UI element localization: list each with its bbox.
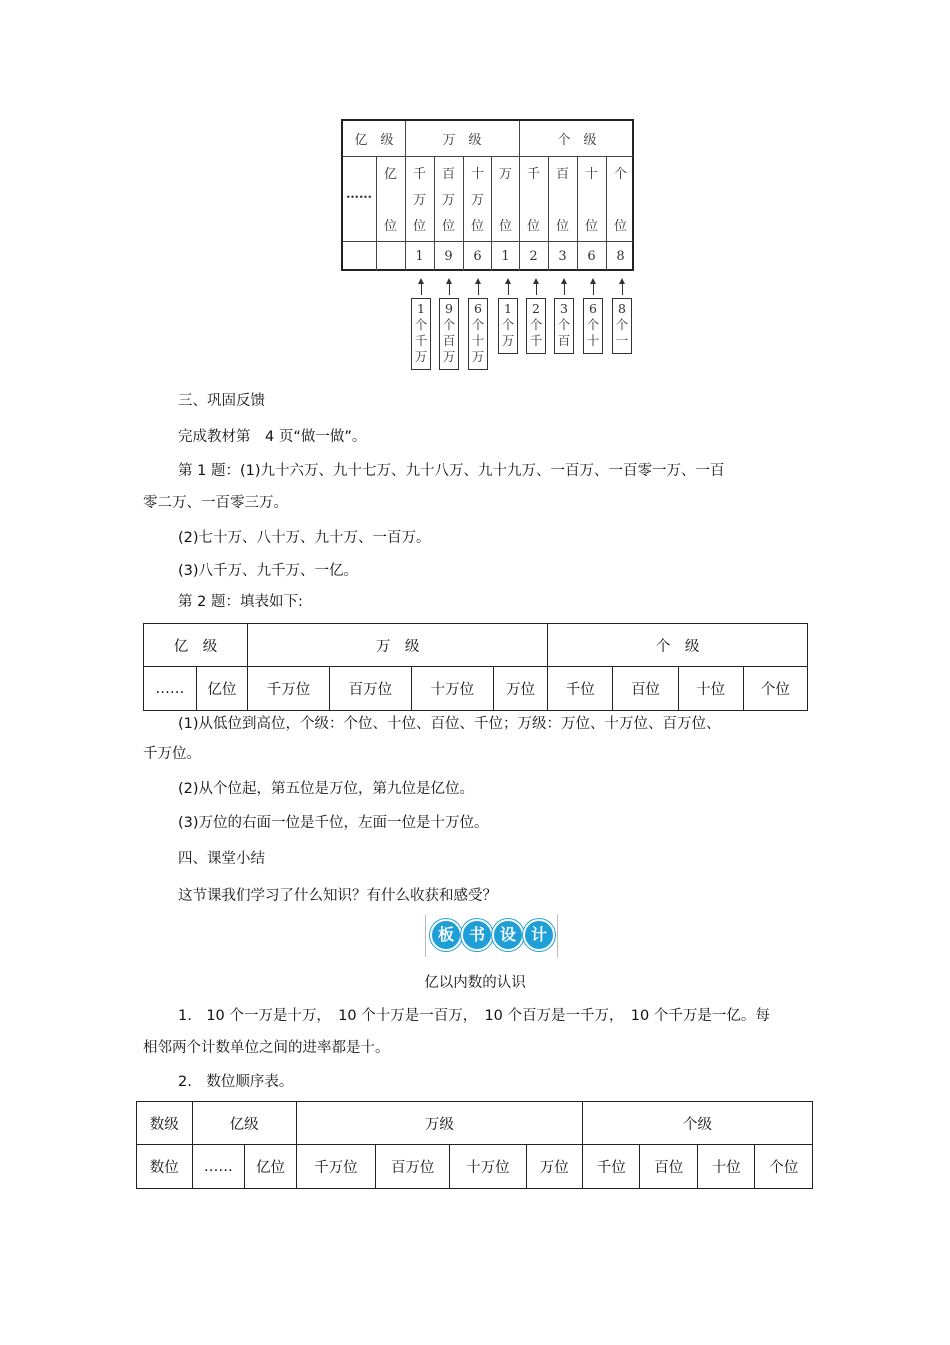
up-arrow-icon [508,283,509,295]
t2-cell: 千位 [583,1145,640,1189]
count-box-char: 万 [471,349,485,364]
figure-place-char: 万 [498,167,512,182]
count-box-char: 个 [414,317,428,332]
board-point1-line2: 相邻两个计数单位之间的进率都是十。 [143,1040,390,1056]
t2-cell: 个位 [755,1145,813,1189]
badge-char: 计 [523,919,555,951]
figure-digit: 9 [444,249,453,264]
table-place-order [136,1101,813,1189]
t2-head-wan: 万级 [296,1102,582,1145]
t1-cell: 千位 [548,667,613,711]
badge-char: 板 [430,919,462,951]
board-title: 亿以内数的认识 [424,975,526,991]
a1-line2: 千万位。 [143,746,201,762]
t1-head-yi: 亿 级 [144,624,248,667]
textbook-line: 完成教材第 4 页“做一做”。 [178,429,367,445]
figure-digit: 6 [473,249,482,264]
figure-digit: 3 [558,249,567,264]
count-box-char: 个 [442,317,456,332]
t1-cell: 百万位 [329,667,411,711]
up-arrow-icon [622,283,623,295]
up-arrow-icon [536,283,537,295]
figure-place-char: 万 [470,193,484,208]
figure-place-char: 位 [613,219,627,234]
t2-cell: …… [192,1145,245,1189]
q1-line1: 第 1 题：(1)九十六万、九十七万、九十八万、九十九万、一百万、一百零一万、一百 [178,463,725,479]
t2-head-ge: 个级 [583,1102,813,1145]
figure-digit: 8 [616,249,625,264]
figure-dots: …… [346,187,372,202]
count-box-char: 个 [501,317,515,332]
count-box-char: 个 [529,317,543,332]
count-box-char: 千 [529,333,543,348]
figure-place-char: 位 [383,219,397,234]
figure-digit: 1 [501,249,510,264]
t2-cell: 百万位 [375,1145,449,1189]
t1-cell: 十位 [678,667,743,711]
count-box-char: 十 [586,333,600,348]
figure-count-box [498,298,518,354]
badge-char: 设 [492,919,524,951]
figure-digit: 1 [415,249,424,264]
t1-head-wan: 万 级 [248,624,548,667]
t2-cell: 亿位 [245,1145,297,1189]
up-arrow-icon [564,283,565,295]
figure-place-char: 百 [555,167,569,182]
figure-place-char: 亿 [383,167,397,182]
t2-cell: 千万位 [296,1145,375,1189]
figure-header-wan: 万 级 [442,133,482,148]
figure-place-char: 位 [584,219,598,234]
count-box-char: 6 [474,301,482,316]
t2-label-shuji: 数级 [137,1102,193,1145]
q1-line2: 零二万、一百零三万。 [143,495,288,511]
a1-line1: (1)从低位到高位，个级：个位、十位、百位、千位；万级：万位、十万位、百万位、 [178,716,721,732]
count-box-char: 个 [557,317,571,332]
figure-place-char: 万 [412,193,426,208]
figure-place-char: 位 [526,219,540,234]
figure-place-char: 位 [498,219,512,234]
section-4-heading: 四、课堂小结 [178,851,265,867]
t1-head-ge: 个 级 [548,624,808,667]
t1-cell: 亿位 [196,667,247,711]
t1-cell: …… [144,667,197,711]
count-box-char: 百 [557,333,571,348]
t2-cell: 十万位 [450,1145,526,1189]
count-box-char: 一 [615,333,629,348]
count-box-char: 8 [618,301,626,316]
count-box-char: 百 [442,333,456,348]
t1-cell: 万位 [493,667,547,711]
t1-cell: 个位 [743,667,807,711]
figure-place-char: 十 [470,167,484,182]
summary-question: 这节课我们学习了什么知识？有什么收获和感受？ [178,888,497,904]
up-arrow-icon [421,283,422,295]
figure-count-box [526,298,546,354]
count-box-char: 个 [586,317,600,332]
figure-count-box [554,298,574,354]
figure-place-char: 百 [441,167,455,182]
figure-place-char: 十 [584,167,598,182]
a2-line: (2)从个位起，第五位是万位，第九位是亿位。 [178,781,475,797]
up-arrow-icon [478,283,479,295]
t1-cell: 百位 [613,667,678,711]
board-point2: 2. 数位顺序表。 [178,1074,294,1090]
count-box-char: 万 [501,333,515,348]
q1-part2: (2)七十万、八十万、九十万、一百万。 [178,530,431,546]
t2-cell: 百位 [640,1145,697,1189]
count-box-char: 2 [532,301,540,316]
up-arrow-icon [593,283,594,295]
board-design-badge [425,915,556,957]
figure-place-char: 千 [412,167,426,182]
figure-count-box [612,298,632,354]
count-box-char: 个 [471,317,485,332]
table-place-values-1 [143,623,808,711]
figure-place-char: 千 [526,167,540,182]
count-box-char: 1 [504,301,512,316]
count-box-char: 6 [589,301,597,316]
count-box-char: 个 [615,317,629,332]
t2-head-yi: 亿级 [192,1102,296,1145]
figure-place-char: 万 [441,193,455,208]
count-box-char: 万 [414,349,428,364]
count-box-char: 1 [417,301,425,316]
board-point1-line1: 1. 10 个一万是十万， 10 个十万是一百万， 10 个百万是一千万， 10 个千万是一亿。每 [178,1008,770,1024]
up-arrow-icon [449,283,450,295]
figure-digit: 2 [529,249,538,264]
t1-cell: 千万位 [248,667,330,711]
figure-place-char: 位 [470,219,484,234]
figure-header-ge: 个 级 [557,133,597,148]
count-box-char: 千 [414,333,428,348]
figure-place-char: 位 [412,219,426,234]
t2-cell: 十位 [697,1145,754,1189]
figure-count-box [439,298,459,370]
a3-line: (3)万位的右面一位是千位，左面一位是十万位。 [178,815,489,831]
count-box-char: 十 [471,333,485,348]
t1-cell: 十万位 [411,667,493,711]
section-3-heading: 三、巩固反馈 [178,393,265,409]
figure-digit: 6 [587,249,596,264]
count-box-char: 万 [442,349,456,364]
t2-label-shuwei: 数位 [137,1145,193,1189]
t2-cell: 万位 [526,1145,582,1189]
badge-char: 书 [461,919,493,951]
q1-part3: (3)八千万、九千万、一亿。 [178,563,359,579]
figure-header-yi: 亿 级 [354,133,394,148]
figure-count-box [411,298,431,370]
q2-line: 第 2 题：填表如下: [178,594,303,610]
count-box-char: 9 [445,301,453,316]
count-box-char: 3 [560,301,568,316]
figure-place-char: 位 [555,219,569,234]
figure-count-box [583,298,603,354]
figure-place-char: 个 [613,167,627,182]
figure-count-box [468,298,488,370]
figure-place-char: 位 [441,219,455,234]
